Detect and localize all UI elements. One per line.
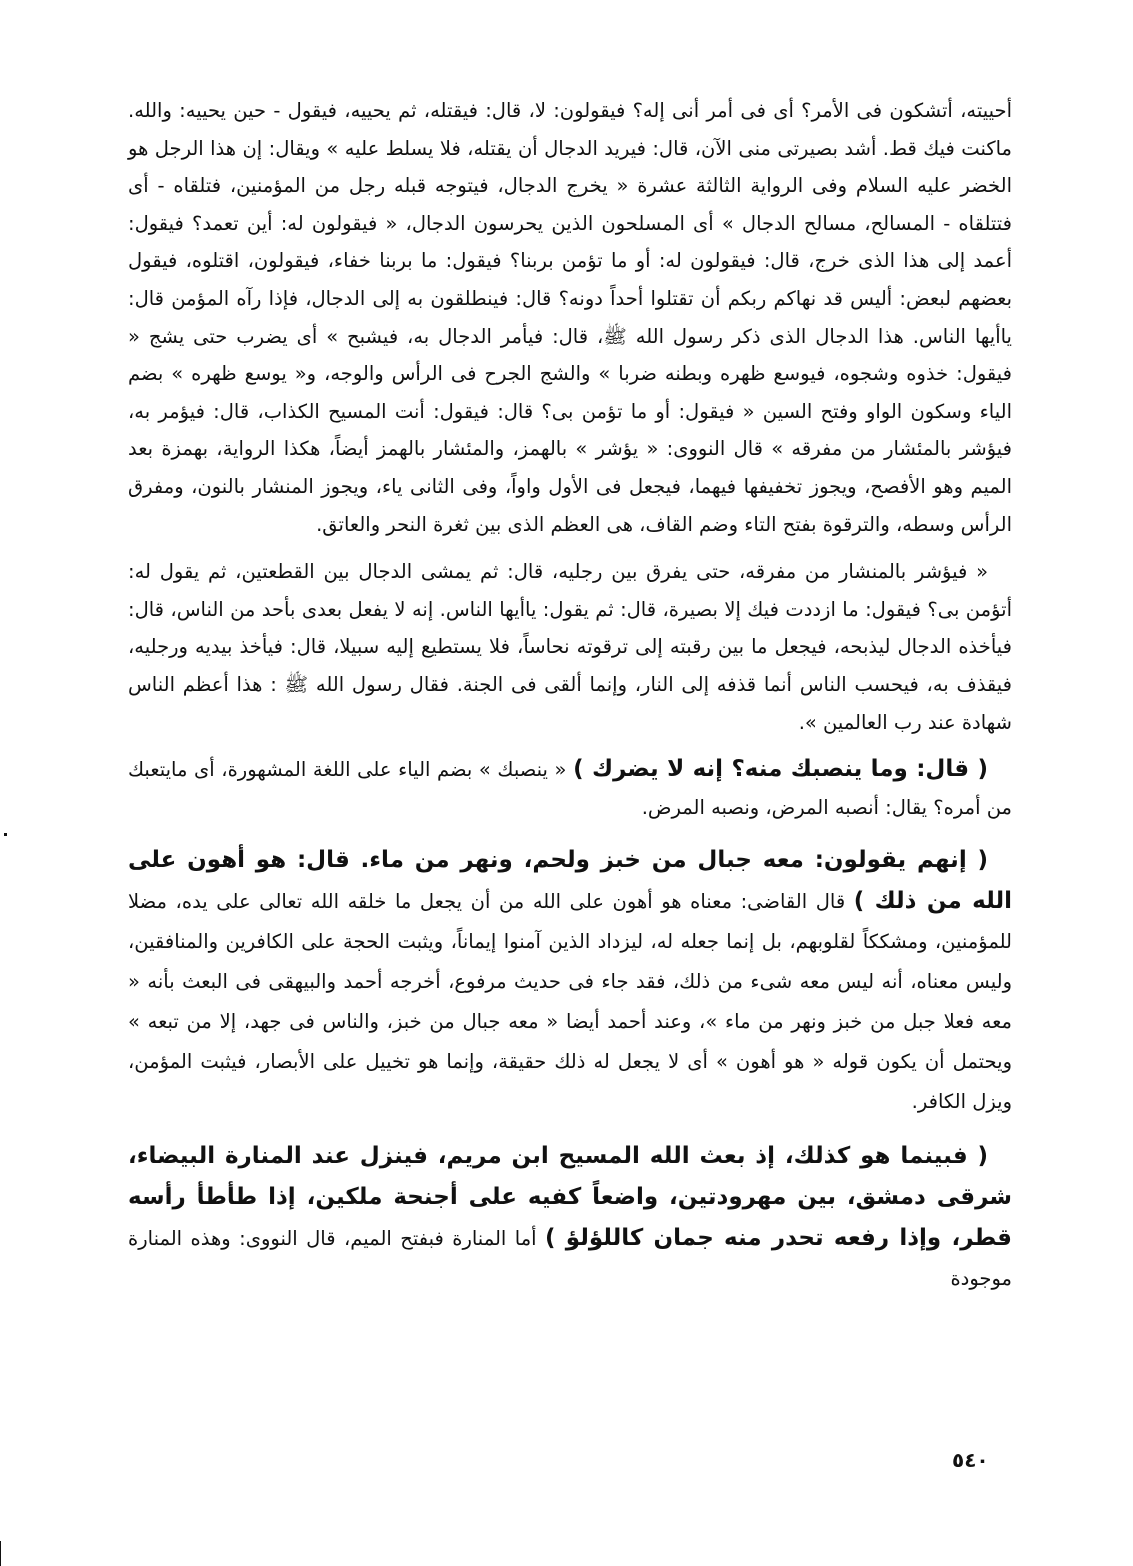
paragraph-3	[128, 751, 1012, 826]
commentary-5: أما المنارة فبفتح الميم، قال النووى: وهذه المنارة موجودة	[128, 1227, 1012, 1291]
paragraph-2	[128, 553, 1012, 741]
paragraph-4	[128, 840, 1012, 1122]
page-number: ٥٤٠	[952, 1448, 989, 1472]
paragraph-gap	[128, 741, 1012, 751]
paragraph-5	[128, 1136, 1012, 1299]
scan-edge-mark	[4, 833, 7, 836]
paragraph-1-text: أحييته، أتشكون فى الأمر؟ أى فى أمر أنى إله؟ فيقولون: لا، قال: فيقتله، ثم يحييه، فيقول - حين يحييه: والله. ماكنت فيك قط. أشد بصيرتى منى الآن، قال: فيريد الدجال أن يقتله، فلا يسلط عليه » ويقال: إن هذا الرجل هو الخضر عليه السلام وفى الرواية الثالثة عشرة « يخرج الدجال، فيتوجه قبله رجل من المؤمنين، فتلقاه - أى فتتلقاه - المسالح، مسالح الدجال » أى المسلحون الذين يحرسون الدجال، « فيقولون له: أين تعمد؟ فيقول: أعمد إلى هذا الذى خرج، قال: فيقولون له: أو ما تؤمن بربنا؟ فيقول: ما بربنا خفاء، فيقولون، اقتلوه، فيقول بعضهم لبعض: أليس قد نهاكم ربكم أن تقتلوا أحداً دونه؟ قال: فينطلقون به إلى الدجال، فإذا رآه المؤمن قال: ياأيها الناس. هذا الدجال الذى ذكر رسول الله ﷺ، قال: فيأمر الدجال به، فيشبح » أى يضرب حتى يشج « فيقول: خذوه وشجوه، فيوسع ظهره وبطنه ضربا » والشج الجرح فى الرأس والوجه، و« يوسع ظهره » بضم الياء وسكون الواو وفتح السين « فيقول: أو ما تؤمن بى؟ قال: فيقول: أنت المسيح الكذاب، قال: فيؤمر به، فيؤشر بالمئشار من مفرقه » قال النووى: « يؤشر » بالهمز، والمئشار بالهمز أيضاً، هكذا الرواية، بهمزة بعد الميم وهو الأفصح، ويجوز تخفيفها فيهما، فيجعل فى الأول واواً، وفى الثانى ياء، ويجوز المنشار بالنون، ومفرق الرأس وسطه، والترقوة بفتح التاء وضم القاف، هى العظم الذى بين ثغرة النحر والعاتق.	[128, 99, 1012, 536]
hadith-quote-4: ( إنهم يقولون: معه جبال من خبز ولحم، ونهر من ماء. قال: هو أهون على الله من ذلك )	[128, 847, 1013, 915]
paragraph-1	[128, 92, 1012, 543]
paragraph-gap	[128, 826, 1012, 840]
paragraph-2-text: « فيؤشر بالمنشار من مفرقه، حتى يفرق بين رجليه، قال: ثم يمشى الدجال بين القطعتين، ثم يقول له: أتؤمن بى؟ فيقول: ما ازددت فيك إلا بصيرة، قال: ثم يقول: ياأيها الناس. إنه لا يفعل بعدى بأحد من الناس، قال: فيأخذه الدجال ليذبحه، فيجعل ما بين رقبته إلى ترقوته نحاساً، فلا يستطيع إليه سبيلا، قال: فيأخذ بيديه ورجليه، فيقذف به، فيحسب الناس أنما قذفه إلى النار، وإنما ألقى فى الجنة. فقال رسول الله ﷺ : هذا أعظم الناس شهادة عند رب العالمين ».	[128, 560, 1012, 734]
document-page	[128, 92, 1012, 1299]
paragraph-gap	[128, 1122, 1012, 1136]
hadith-quote-5: ( فبينما هو كذلك، إذ بعث الله المسيح ابن مريم، فينزل عند المنارة البيضاء، شرقى دمشق، بين مهرودتين، واضعاً كفيه على أجنحة ملكين، إذا طأطأ رأسه قطر، وإذا رفعه تحدر منه جمان كاللؤلؤ )	[128, 1143, 1012, 1252]
commentary-3: « ينصبك » بضم الياء على اللغة المشهورة، أى مايتعبك من أمره؟ يقال: أنصبه المرض، ونصبه المرض.	[128, 758, 1012, 819]
hadith-quote-3: ( قال: وما ينصبك منه؟ إنه لا يضرك )	[573, 756, 988, 783]
scan-edge-line	[0, 1541, 1, 1566]
paragraph-gap	[128, 543, 1012, 553]
commentary-4: قال القاضى: معناه هو أهون على الله من أن يجعل ما خلقه الله تعالى على يده، مضلا للمؤمنين، ومشككاً لقلوبهم، بل إنما جعله له، ليزداد الذين آمنوا إيماناً، ويثبت الحجة على الكافرين والمنافقين، وليس معناه، أنه ليس معه شىء من ذلك، فقد جاء فى حديث مرفوع، أخرجه أحمد والبيهقى فى البعث بأنه « معه فعلا جبل من خبز ونهر من ماء »، وعند أحمد أيضا « معه جبال من خبز، والناس فى جهد، إلا من تبعه » ويحتمل أن يكون قوله « هو أهون » أى لا يجعل له ذلك حقيقة، وإنما هو تخييل على الأبصار، فيثبت المؤمن، ويزل الكافر.	[128, 890, 1012, 1114]
